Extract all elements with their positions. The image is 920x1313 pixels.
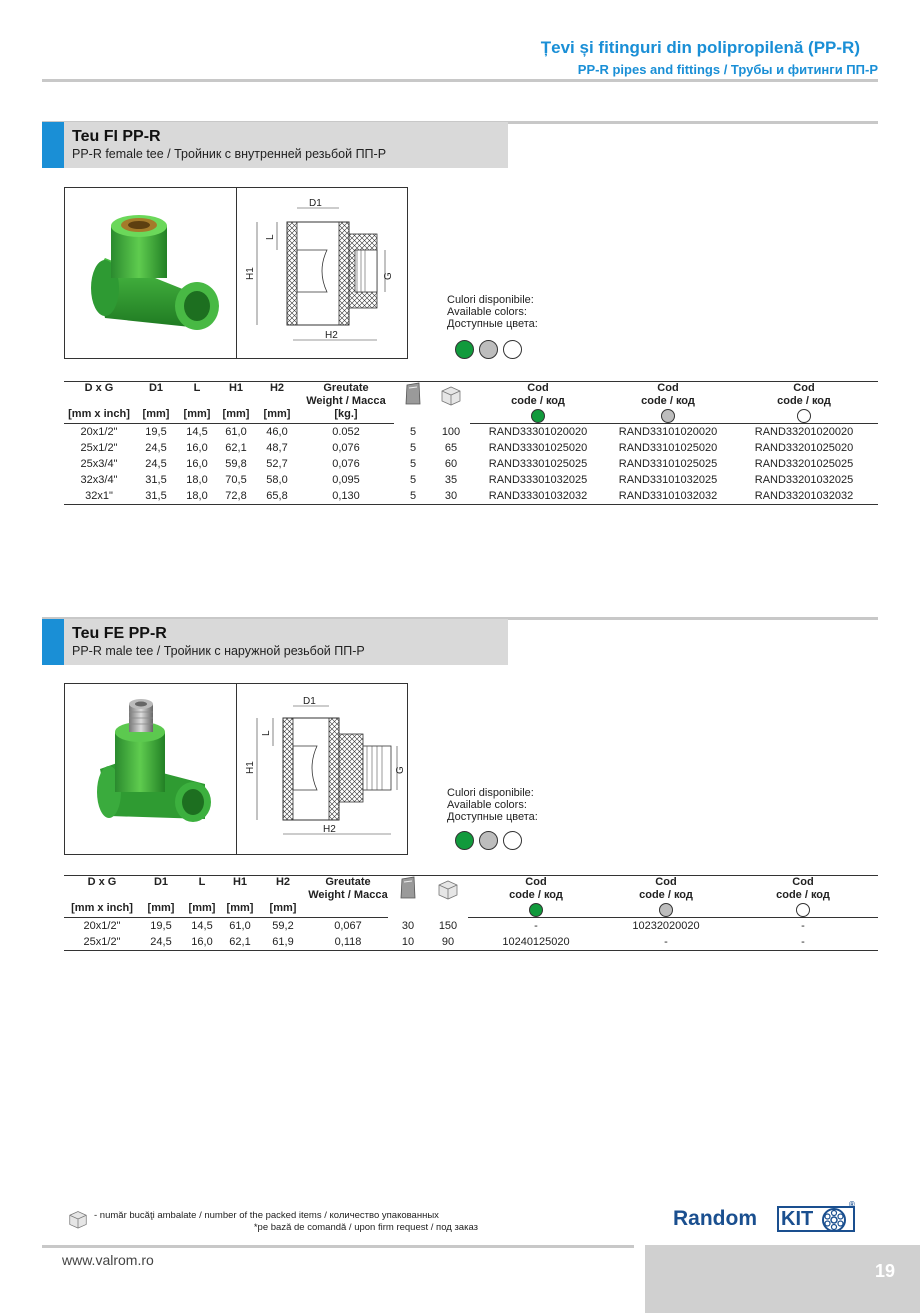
color-swatch-white xyxy=(503,831,522,850)
table-cell: 5 xyxy=(409,458,417,470)
table-cell: 100 xyxy=(441,425,461,438)
dim-g-label: G xyxy=(395,766,406,774)
table-cell: 14,5 xyxy=(186,426,208,438)
table-cell: RAND33301032032 xyxy=(470,488,606,505)
table-cell: 65 xyxy=(444,442,458,454)
section-1-subtitle: PP-R female tee / Тройник с внутренней резьбой ПП-Р xyxy=(72,147,387,161)
color-swatch-green xyxy=(455,831,474,850)
table-cell: 25x1/2" xyxy=(64,934,140,951)
color-swatch-white xyxy=(503,340,522,359)
table-cell: 70,5 xyxy=(225,474,247,486)
table-cell: 16,0 xyxy=(186,458,208,470)
table-cell: RAND33101032032 xyxy=(606,488,730,505)
table-cell: RAND33301020020 xyxy=(488,426,588,438)
table-cell: 31,5 xyxy=(145,474,167,486)
page-number: 19 xyxy=(874,1261,895,1281)
table-cell: 72,8 xyxy=(216,488,256,505)
table-cell: 20x1/2" xyxy=(83,920,121,932)
website-link[interactable]: www.valrom.ro xyxy=(62,1252,154,1268)
table-cell: - xyxy=(604,934,728,951)
table-cell: 14,5 xyxy=(191,920,213,932)
table-cell: 30 xyxy=(401,919,415,932)
table-cell: 62,1 xyxy=(222,934,258,951)
table-cell: RAND33101025025 xyxy=(618,458,718,470)
registered-mark-icon: ® xyxy=(849,1200,855,1209)
table-cell: 35 xyxy=(444,474,458,486)
table-cell: RAND33301032025 xyxy=(488,474,588,486)
table-cell: 18,0 xyxy=(186,474,208,486)
table-cell: RAND33201025025 xyxy=(754,458,854,470)
table-cell: 0,095 xyxy=(332,474,360,486)
table-row xyxy=(64,440,878,456)
table-cell: 32x3/4" xyxy=(80,474,118,486)
male-tee-drawing xyxy=(237,684,407,854)
table-cell: - xyxy=(801,920,805,932)
section-accent xyxy=(42,619,64,665)
table-cell: RAND33301025020 xyxy=(488,442,588,454)
box-icon xyxy=(439,382,463,406)
table-cell: 10232020020 xyxy=(632,920,700,932)
table-cell: 48,7 xyxy=(266,442,288,454)
dim-h2-label: H2 xyxy=(323,824,336,835)
section-2-subtitle: PP-R male tee / Тройник с наружной резьбой ПП-Р xyxy=(72,644,365,658)
table-cell: 0,076 xyxy=(332,458,360,470)
table-units-row: [mm x inch] [mm] [mm] [mm] [mm] xyxy=(64,902,878,918)
table-cell: 5 xyxy=(409,442,417,454)
table-cell: 46,0 xyxy=(266,426,288,438)
section-2-spec-table xyxy=(64,875,878,951)
pipe-bundle-icon xyxy=(821,1207,847,1233)
table-cell: 30 xyxy=(432,488,470,505)
table-units-row: [mm x inch] [mm] [mm] [mm] [mm] [kg.] xyxy=(64,408,878,424)
dim-h1-label: H1 xyxy=(245,761,256,774)
table-cell: 18,0 xyxy=(178,488,216,505)
dim-d1-label: D1 xyxy=(303,696,316,707)
table-cell: 0,067 xyxy=(334,920,362,932)
box-icon xyxy=(436,876,460,900)
table-cell: 31,5 xyxy=(134,488,178,505)
section-1-colors-label: Culori disponibile: Available colors: Доступные цвета: xyxy=(447,294,538,330)
logo-word: Random xyxy=(673,1207,757,1230)
table-cell: 52,7 xyxy=(266,458,288,470)
color-swatch-green xyxy=(455,340,474,359)
section-1-title-band xyxy=(42,122,508,168)
dim-h1-label: H1 xyxy=(245,267,256,280)
logo-kit-text: KIT xyxy=(781,1208,814,1230)
logo-kit-box xyxy=(777,1200,855,1232)
color-swatch-grey xyxy=(479,340,498,359)
table-row xyxy=(64,934,878,951)
table-cell: 16,0 xyxy=(186,442,208,454)
table-cell: 61,9 xyxy=(258,934,308,951)
table-cell: 90 xyxy=(428,934,468,951)
table-cell: 59,8 xyxy=(225,458,247,470)
table-row xyxy=(64,456,878,472)
table-cell: 0.052 xyxy=(332,426,360,438)
white-dot-icon xyxy=(796,903,810,917)
dim-g-label: G xyxy=(383,272,394,280)
table-cell: 58,0 xyxy=(266,474,288,486)
bag-icon xyxy=(404,382,422,406)
table-cell: 24,5 xyxy=(140,934,182,951)
table-cell: - xyxy=(534,920,538,932)
table-cell: 19,5 xyxy=(150,920,172,932)
bag-icon xyxy=(399,876,417,900)
table-cell: 5 xyxy=(394,488,432,505)
dim-h2-label: H2 xyxy=(325,330,338,341)
table-cell: 62,1 xyxy=(225,442,247,454)
table-row xyxy=(64,424,878,441)
table-row xyxy=(64,472,878,488)
green-dot-icon xyxy=(529,903,543,917)
table-cell: 10 xyxy=(388,934,428,951)
table-cell: 0,076 xyxy=(332,442,360,454)
table-cell: - xyxy=(728,934,878,951)
table-cell: RAND33101032025 xyxy=(618,474,718,486)
section-2-colors-label: Culori disponibile: Available colors: Доступные цвета: xyxy=(447,787,538,823)
dim-l-label: L xyxy=(261,730,272,736)
male-tee-photo xyxy=(65,684,236,854)
section-accent xyxy=(42,122,64,168)
table-cell: RAND33201032032 xyxy=(730,488,878,505)
section-1-spec-table xyxy=(64,381,878,505)
table-cell: RAND33301025025 xyxy=(488,458,588,470)
footnote-line-2: *pe bază de comandă / upon firm request / под заказ xyxy=(253,1222,478,1233)
table-cell: 65,8 xyxy=(256,488,298,505)
color-swatch-grey xyxy=(479,831,498,850)
catalog-subtitle: PP-R pipes and fittings / Трубы и фитинги ПП-Р xyxy=(577,62,878,77)
table-cell: 32x1" xyxy=(64,488,134,505)
table-row xyxy=(64,918,878,935)
dim-d1-label: D1 xyxy=(309,198,322,209)
section-2-table-body xyxy=(64,918,878,951)
table-cell: 24,5 xyxy=(145,442,167,454)
box-icon xyxy=(66,1207,90,1229)
table-cell: 59,2 xyxy=(272,920,294,932)
table-cell: 60 xyxy=(444,458,458,470)
table-cell: 20x1/2" xyxy=(80,426,118,438)
table-cell: 0,118 xyxy=(308,934,388,951)
table-cell: 19,5 xyxy=(145,426,167,438)
section-1-title: Teu FI PP-R xyxy=(72,128,161,145)
table-row xyxy=(64,488,878,505)
table-cell: 61,0 xyxy=(225,426,247,438)
table-cell: RAND33201032025 xyxy=(754,474,854,486)
section-1-figure xyxy=(64,187,408,359)
table-cell: 25x3/4" xyxy=(80,458,118,470)
table-cell: 24,5 xyxy=(145,458,167,470)
table-cell: 61,0 xyxy=(229,920,251,932)
grey-dot-icon xyxy=(659,903,673,917)
table-cell: 0,130 xyxy=(298,488,394,505)
grey-dot-icon xyxy=(661,409,675,423)
section-1-table-body xyxy=(64,424,878,505)
table-cell: RAND33201025020 xyxy=(754,442,854,454)
female-tee-drawing xyxy=(237,188,407,358)
catalog-title: Țevi și fitinguri din polipropilenă (PP-R) xyxy=(540,38,860,57)
white-dot-icon xyxy=(797,409,811,423)
header-divider xyxy=(42,79,878,82)
table-cell: RAND33101020020 xyxy=(618,426,718,438)
footer-divider xyxy=(42,1245,634,1248)
section-2-title-band xyxy=(42,619,508,665)
randomkit-logo xyxy=(673,1200,858,1236)
table-cell: 16,0 xyxy=(182,934,222,951)
table-cell: 25x1/2" xyxy=(80,442,118,454)
table-header-row: D x G D1 L H1 H2 Greutate Weight / Масса Cod code / код Cod code / код Cod code / код xyxy=(64,382,878,409)
table-cell: 150 xyxy=(438,919,458,932)
section-2-figure xyxy=(64,683,408,855)
female-tee-photo xyxy=(65,188,236,358)
table-cell: 5 xyxy=(409,474,417,486)
page-number-box xyxy=(645,1245,920,1313)
section-2-title: Teu FE PP-R xyxy=(72,625,167,642)
table-cell: RAND33201020020 xyxy=(754,426,854,438)
table-header-row: D x G D1 L H1 H2 Greutate Weight / Масса Cod code / код Cod code / код Cod code / код xyxy=(64,876,878,903)
table-cell: RAND33101025020 xyxy=(618,442,718,454)
table-cell: 10240125020 xyxy=(468,934,604,951)
green-dot-icon xyxy=(531,409,545,423)
table-cell: 5 xyxy=(409,425,417,438)
footnote-line-1: - număr bucăţi ambalate / number of the packed items / количество упакованных xyxy=(94,1210,439,1221)
dim-l-label: L xyxy=(265,234,276,240)
